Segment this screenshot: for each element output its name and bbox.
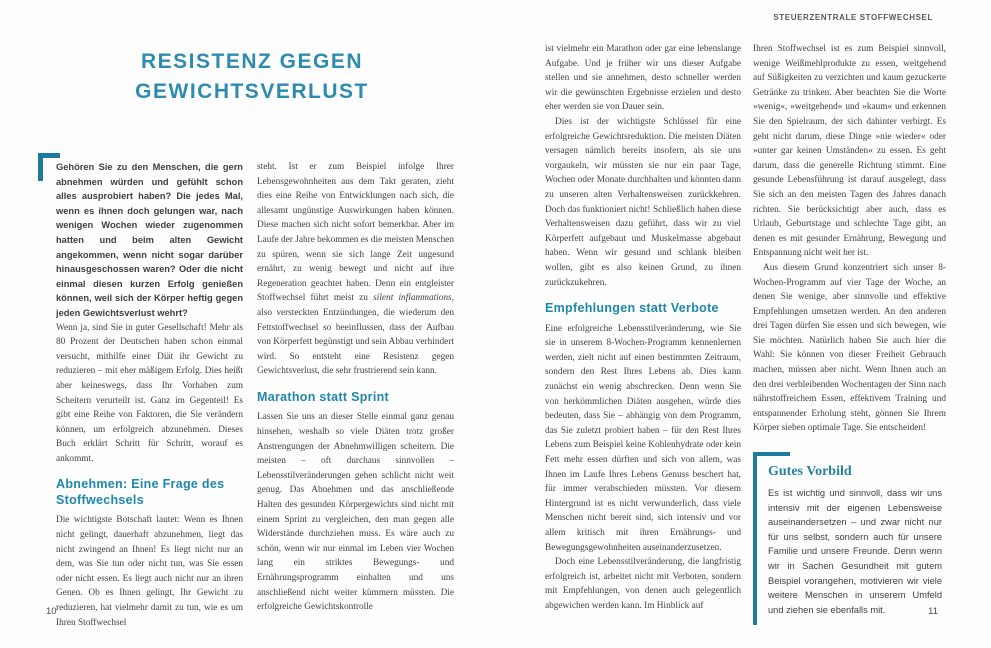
paragraph: Eine erfolgreiche Lebensstilveränderung, wie Sie sie in unserem 8-Wochen-Programm kennenlernen werden, zielt nicht auf einen bestimmten Zeitraum, sondern den Rest Ihres Lebens ab. Dies kann zunächst ein wenig abschrecken. Denn wenn Sie von herkömmlichen Diäten ausgehen, würde dies bedeuten, dass Sie – abhängig von dem Programm, das Sie zuletzt probiert haben – für den Rest Ihres Lebens zum Beispiel keine Kohlenhydrate oder kein Fett mehr essen dürften und sich von allem, was Ihnen im Laufe Ihres Lebens Genuss beschert hat, für immer verabschieden müssten. Vor diesem Hintergrund ist es nicht verwunderlich, dass viele Menschen nicht bereit sind, sich intensiv und vor allem kritisch mit ihren Ernährungs- und Bewegungsgewohnheiten auseinanderzusetzen. <box>545 323 741 553</box>
running-header: STEUERZENTRALE STOFFWECHSEL <box>773 13 933 22</box>
paragraph <box>257 160 454 379</box>
italic-phrase: silent inflammations <box>373 293 452 304</box>
right-page-column-2 <box>753 42 946 625</box>
section-heading-stoffwechsel: Abnehmen: Eine Frage des Stoffwechsels <box>56 477 225 507</box>
info-box-left-bar <box>753 452 757 625</box>
section-heading-empfehlungen: Empfehlungen statt Verbote <box>545 301 719 316</box>
paragraph: ist vielmehr ein Marathon oder gar eine lebenslange Aufgabe. Und je früher wir uns dieser Aufgabe stellen und sie annehmen, desto schneller werden wir die gewünschten Ergebnisse erzielen und desto eher werden sie von Dauer sein. <box>545 44 741 113</box>
paragraph: Dies ist der wichtigste Schlüssel für eine erfolgreiche Gewichtsreduktion. Die meisten Diäten versagen nämlich bereits insofern, als sie uns vorgaukeln, wir müssten sie nur ein paar Tage, Wochen oder Monate durchhalten und könnten dann zu unseren alten Verhaltensweisen zurückkehren. Doch das funktioniert nicht! Schließlich haben diese Verhaltensweisen dazu geführt, dass wir zu viel Körperfett aufgebaut und Muskelmasse abgebaut haben. Wenn wir gesund und schlank bleiben wollen, gibt es also keinen Grund, zu ihnen zurückzukehren. <box>545 116 741 288</box>
paragraph: Die wichtigste Botschaft lautet: Wenn es Ihnen nicht gelingt, dauerhaft abzunehmen, liegt das nicht zwingend an Ihnen! Es liegt nicht nur an dem, was Sie tun oder nicht tun, was Sie essen oder nicht essen. Es liegt auch nicht nur an ihren Genen. Ob es Ihnen gelingt, Ihr Gewicht zu reduzieren, hat vielmehr damit zu tun, wie es um Ihren Stoffwechsel <box>56 515 243 628</box>
info-box-body: Es ist wichtig und sinnvoll, dass wir uns intensiv mit der eigenen Lebensweise auseinandersetzen – und zwar nicht nur für uns selbst, sondern auch für unsere Familie und unsere Freunde. Denn wenn wir in Sachen Gesundheit mit gutem Beispiel vorangehen, motivieren wir viele weitere Menschen in unserem Umfeld und ziehen sie ebenfalls mit. <box>768 488 942 615</box>
paragraph-text: steht. Ist er zum Beispiel infolge Ihrer Lebensgewohnheiten aus dem Takt geraten, zieht dies eine Reihe von Entwicklungen nach sich, die allesamt ungünstige Auswirkungen haben können. Diese machen sich nicht sofort bemerkbar. Aber im Laufe der Jahre bekommen es die meisten Menschen zu spüren, wenn sie sich lange Zeit ungesund ernährt, zu wenig bewegt und nicht auf ihre Regeneration geachtet haben. Denn ein entgleister Stoffwechsel führt meist zu <box>257 162 454 304</box>
paragraph: Aus diesem Grund konzentriert sich unser 8-Wochen-Programm auf vier Tage der Woche, an denen Sie wenige, aber sinnvolle und effektive Empfehlungen umsetzen werden. An den anderen drei Tagen dürfen Sie essen und sich bewegen, wie Sie möchten. Natürlich haben Sie auch hier die Wahl: Sie können von dieser Freiheit Gebrauch machen, müssen aber nicht. Wenn Ihnen auch an den drei verbleibenden Wochentagen der Sinn nach nährstoffreichem Essen, effektivem Training und entspannender Erholung steht, gönnen Sie Ihrem Körper sieben optimale Tage. Sie entscheiden! <box>753 262 946 434</box>
right-page-column-1 <box>545 42 741 613</box>
info-box-title: Gutes Vorbild <box>768 464 852 480</box>
section-heading-marathon: Marathon statt Sprint <box>257 389 389 404</box>
left-page-column-2 <box>257 160 454 615</box>
chapter-title <box>128 47 376 107</box>
paragraph: Ihren Stoffwechsel ist es zum Beispiel sinnvoll, wenige Weißmehlprodukte zu essen, weitgehend auf Süßigkeiten zu verzichten und kaum gezuckerte Getränke zu trinken. Aber beachten Sie die Worte »wenig«, »weitgehend« und »kaum« und erkennen Sie den Spielraum, der sich dahinter verbirgt. Es geht nicht darum, diese Dinge »nie wieder« oder »unter gar keinen Umständen« zu essen. Es geht darum, dass die generelle Richtung stimmt. Eine gesunde Lebensführung ist darauf ausgelegt, dass Sie sich an den meisten Tagen des Jahres danach richten. Sie berücksichtigt aber auch, dass es Urlaub, Geburtstage und schlechte Tage gibt, an denen es mit gesunder Ernährung, Bewegung und Entspannung nicht weit her ist. <box>753 44 946 259</box>
paragraph: Doch eine Lebensstilveränderung, die langfristig erfolgreich ist, arbeitet nicht mit Verboten, sondern mit Empfehlungen, von denen auch gelegentlich abgewichen werden kann. Im Hinblick auf <box>545 557 741 611</box>
chapter-title-line1: RESISTENZ GEGEN <box>140 50 364 73</box>
chapter-title-line2: GEWICHTSVERLUST <box>135 80 369 103</box>
info-box-top-bar <box>753 452 790 456</box>
left-page-column-1 <box>56 160 243 630</box>
paragraph: Lassen Sie uns an dieser Stelle einmal ganz genau hinsehen, weshalb so viele Diäten trotz großer Anstrengungen der Abnehmwilligen scheitern. Die meisten – oft durchaus sinnvollen – Lebensstilveränderungen gehen schlicht nicht weit genug. Das Abnehmen und das anschließende Halten des gesunden Körpergewichts sind nicht mit einem Sprint zu vergleichen, den man gegen alle Widerstände durchziehen muss. Es wäre auch zu schön, wenn wir nur einmal im Leben vier Wochen lang ein striktes Bewegungs- und Ernährungsprogramm einhalten und uns anschließend nicht weiter kümmern müssten. Die erfolgreiche Gewichtskontrolle <box>257 412 454 613</box>
paragraph-text: , also versteckten Entzündungen, die wiederum den Fettstoffwechsel so beeinflussen, dass der Aufbau von Körperfett begünstigt und sein Abbau verhindert wird. So entsteht eine Resistenz gegen Gewichtsverlust, die sehr frustrierend sein kann. <box>257 293 455 377</box>
info-box-gutes-vorbild <box>753 452 946 625</box>
page-number-right: 11 <box>928 606 938 617</box>
page-number-left: 10 <box>46 606 57 617</box>
intro-paragraph: Gehören Sie zu den Menschen, die gern abnehmen würden und gefühlt schon alles ausprobiert haben? Die jedes Mal, wenn es ihnen doch gelungen war, nach wenigen Wochen wieder zugenommen hatten und beim alten Gewicht angekommen, wenn nicht sogar darüber hinausgeschossen waren? Oder die nicht einmal diesen kurzen Erfolg genießen können, weil sich der Körper heftig gegen jeden Gewichtsverlust wehrt? <box>56 162 243 318</box>
paragraph: Wenn ja, sind Sie in guter Gesellschaft! Mehr als 80 Prozent der Deutschen haben schon einmal versucht, mithilfe einer Diät ihr Gewicht zu reduzieren – mit eher mäßigem Erfolg. Dies heißt aber keineswegs, dass Ihr Vorhaben zum Scheitern verurteilt ist. Ganz im Gegenteil! Es gibt eine Reihe von Faktoren, die Sie verändern können, um erfolgreich abzunehmen. Dieses Buch erklärt Schritt für Schritt, worauf es ankommt. <box>56 322 243 464</box>
